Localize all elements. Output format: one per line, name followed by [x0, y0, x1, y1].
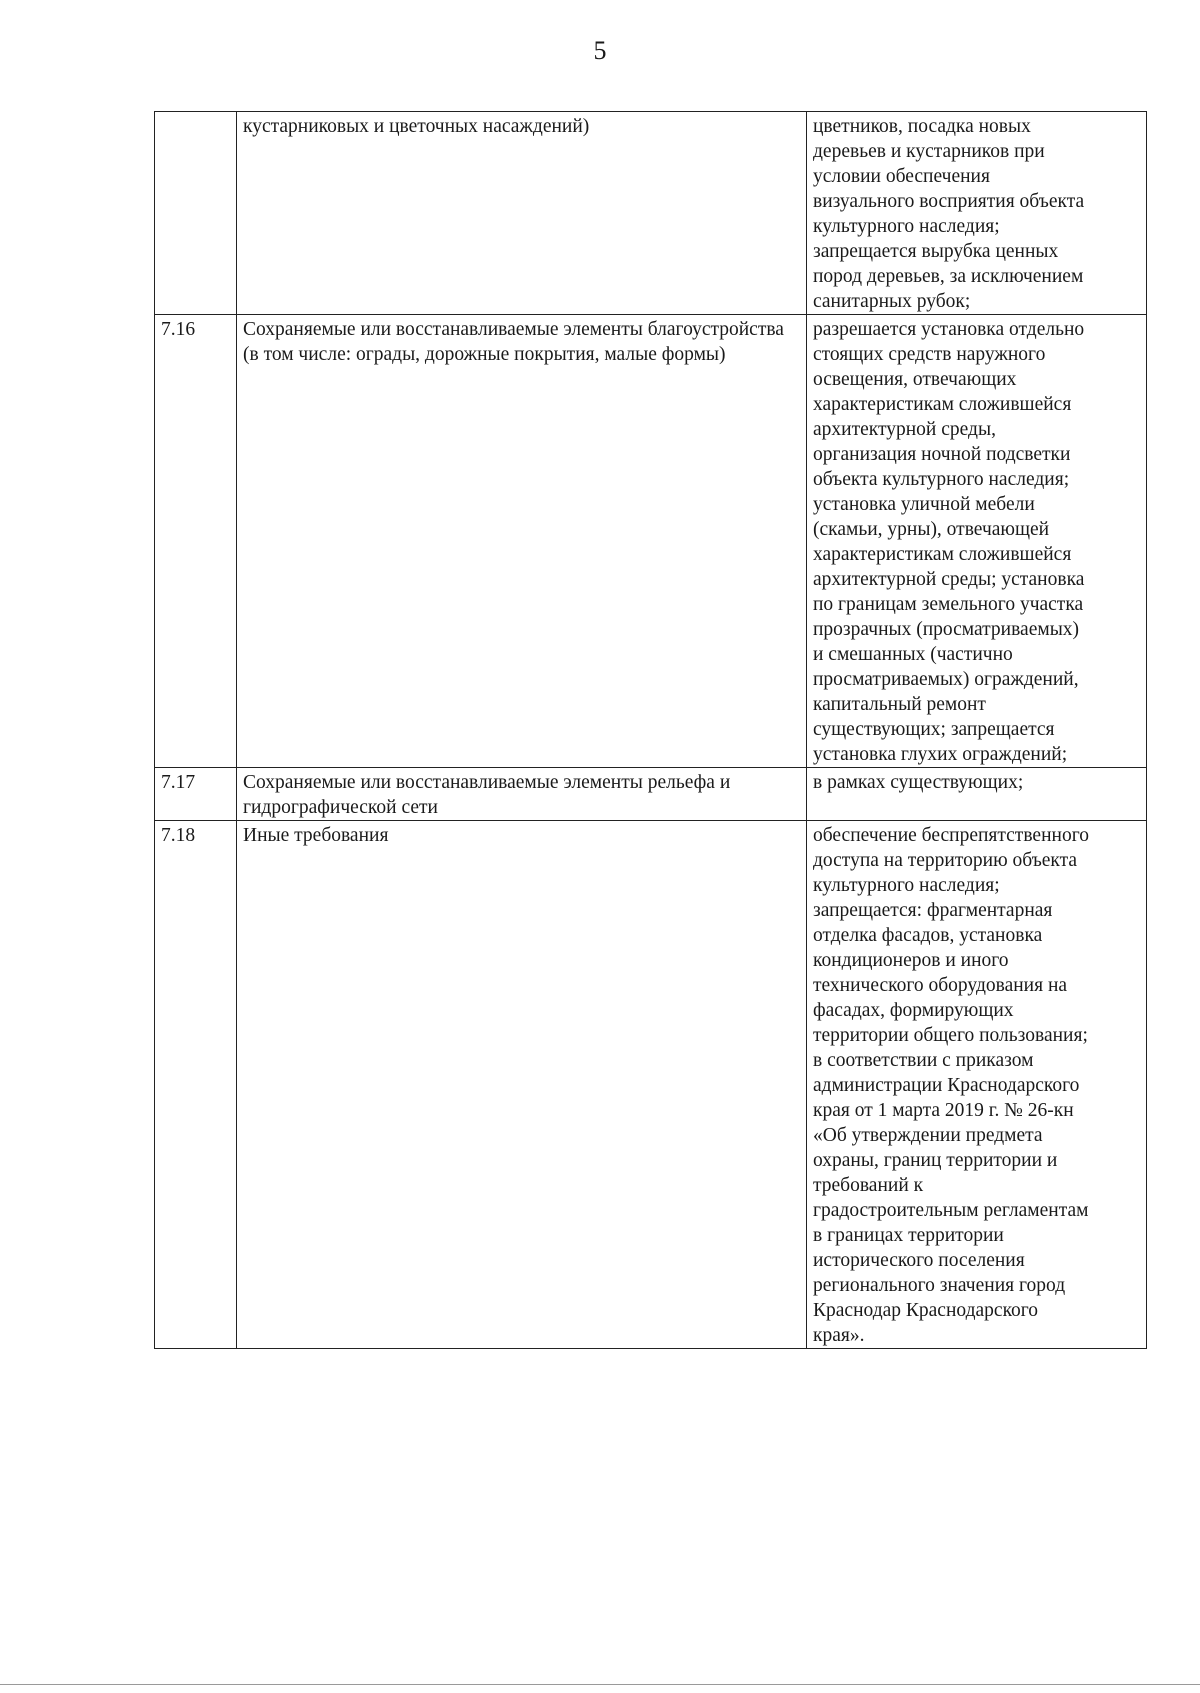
requirement-line: территории общего пользования;	[813, 1025, 1088, 1046]
requirement-line: и смешанных (частично	[813, 644, 1013, 665]
page-number: 5	[593, 36, 607, 65]
requirement-line: характеристикам сложившейся	[813, 394, 1072, 415]
requirement-line: пород деревьев, за исключением	[813, 266, 1084, 287]
requirement-cell	[807, 768, 1147, 821]
requirement-line: установка глухих ограждений;	[813, 744, 1068, 765]
requirement-line: культурного наследия;	[813, 216, 1000, 237]
element-name-cell: Иные требования	[237, 821, 807, 1349]
row-number-cell: 7.18	[155, 821, 237, 1349]
table-row	[155, 112, 1147, 315]
requirement-cell	[807, 315, 1147, 768]
requirement-line: характеристикам сложившейся	[813, 544, 1072, 565]
requirement-line: охраны, границ территории и	[813, 1150, 1058, 1171]
element-name-cell: Сохраняемые или восстанавливаемые элементы благоустройства (в том числе: ограды, дорожные покрытия, малые формы)	[237, 315, 807, 768]
requirement-line: исторического поселения	[813, 1250, 1025, 1271]
requirement-line: капитальный ремонт	[813, 694, 986, 715]
requirement-line: в границах территории	[813, 1225, 1004, 1246]
table-row	[155, 315, 1147, 768]
requirement-line: края от 1 марта 2019 г. № 26-кн	[813, 1100, 1074, 1121]
requirement-line: отделка фасадов, установка	[813, 925, 1043, 946]
row-number-cell: 7.16	[155, 315, 237, 768]
requirement-line: доступа на территорию объекта	[813, 850, 1078, 871]
requirement-line: существующих; запрещается	[813, 719, 1055, 740]
requirement-line: архитектурной среды,	[813, 419, 996, 440]
requirement-line: просматриваемых) ограждений,	[813, 669, 1079, 690]
requirement-line: регионального значения город	[813, 1275, 1066, 1296]
requirement-line: стоящих средств наружного	[813, 344, 1046, 365]
requirement-line: фасадах, формирующих	[813, 1000, 1014, 1021]
requirement-line: цветников, посадка новых	[813, 116, 1031, 137]
requirement-line: технического оборудования на	[813, 975, 1068, 996]
row-number-cell	[155, 112, 237, 315]
element-name-cell: кустарниковых и цветочных насаждений)	[237, 112, 807, 315]
requirement-line: условии обеспечения	[813, 166, 990, 187]
requirement-line: освещения, отвечающих	[813, 369, 1017, 390]
requirement-line: запрещается: фрагментарная	[813, 900, 1053, 921]
table-row	[155, 821, 1147, 1349]
requirements-table	[154, 111, 1147, 1349]
requirement-line: разрешается установка отдельно	[813, 319, 1085, 340]
requirement-line: объекта культурного наследия;	[813, 469, 1070, 490]
requirement-line: культурного наследия;	[813, 875, 1000, 896]
requirement-line: запрещается вырубка ценных	[813, 241, 1059, 262]
requirement-line: обеспечение беспрепятственного	[813, 825, 1089, 846]
element-name-cell: Сохраняемые или восстанавливаемые элементы рельефа и гидрографической сети	[237, 768, 807, 821]
requirement-line: прозрачных (просматриваемых)	[813, 619, 1080, 640]
requirement-line: в соответствии с приказом	[813, 1050, 1034, 1071]
requirement-line: деревьев и кустарников при	[813, 141, 1045, 162]
requirement-line: кондиционеров и иного	[813, 950, 1009, 971]
requirement-line: администрации Краснодарского	[813, 1075, 1080, 1096]
requirements-table-body	[155, 112, 1147, 1349]
requirement-cell	[807, 821, 1147, 1349]
requirement-line: «Об утверждении предмета	[813, 1125, 1043, 1146]
requirement-cell	[807, 112, 1147, 315]
requirement-line: санитарных рубок;	[813, 291, 971, 312]
requirement-line: по границам земельного участка	[813, 594, 1084, 615]
requirement-line: требований к	[813, 1175, 924, 1196]
requirement-line: (скамьи, урны), отвечающей	[813, 519, 1050, 540]
row-number-cell: 7.17	[155, 768, 237, 821]
requirement-line: градостроительным регламентам	[813, 1200, 1089, 1221]
requirement-line: организация ночной подсветки	[813, 444, 1071, 465]
requirement-line: архитектурной среды; установка	[813, 569, 1085, 590]
table-row	[155, 768, 1147, 821]
scan-edge-line	[0, 1684, 1200, 1685]
requirement-line: установка уличной мебели	[813, 494, 1035, 515]
requirement-line: края».	[813, 1325, 865, 1346]
requirement-line: визуального восприятия объекта	[813, 191, 1085, 212]
requirement-line: Краснодар Краснодарского	[813, 1300, 1039, 1321]
requirement-line: в рамках существующих;	[813, 772, 1024, 793]
